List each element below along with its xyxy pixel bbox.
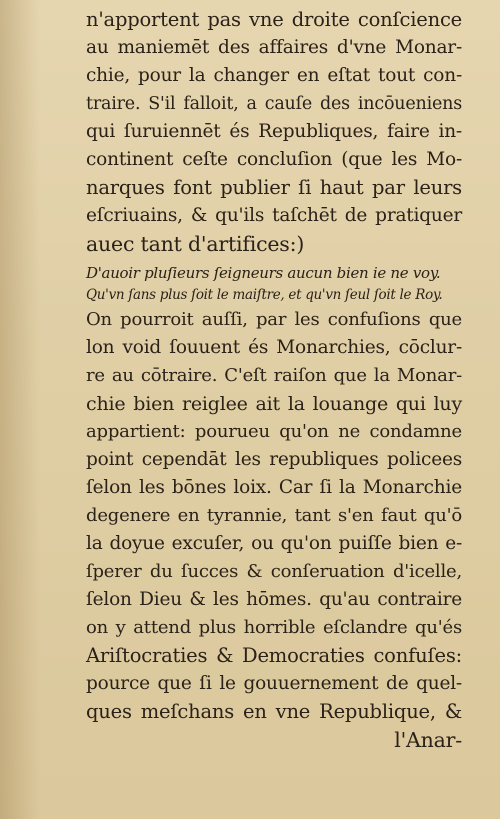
text-line: lon void ſouuent és Monarchies, cōclur-	[86, 337, 462, 358]
text-line: narques font publier ſi haut par leurs	[86, 176, 462, 199]
text-line: ſelon Dieu & les hōmes. qu'au contraire	[86, 589, 462, 610]
text-line: eſcriuains, & qu'ils taſchēt de pratiquer	[86, 205, 462, 226]
text-line: Ariſtocraties & Democraties confuſes:	[86, 644, 462, 667]
text-line: degenere en tyrannie, tant s'en faut qu'ō	[86, 505, 462, 526]
text-line: ſperer du ſucces & conſeruation d'icelle,	[86, 561, 462, 582]
text-line: traire. S'il falloit, a cauſe des incōueniens	[86, 94, 462, 114]
text-line: chie bien reiglee ait la louange qui luy	[86, 393, 462, 415]
verse-line: D'auoir pluſieurs ſeigneurs aucun bien ie ne voy.	[86, 264, 441, 282]
catchword: l'Anar-	[394, 728, 462, 752]
text-line: On pourroit auſſi, par les confuſions que	[86, 309, 462, 330]
text-line: appartient: pourueu qu'on ne condamne	[86, 421, 462, 442]
text-line: chie, pour la changer en eſtat tout con-	[86, 65, 462, 86]
text-line: la doyue excuſer, ou qu'on puiſſe bien e-	[86, 533, 462, 554]
text-line: pource que ſi le gouuernement de quel-	[86, 673, 462, 694]
text-line: auec tant d'artifices:)	[86, 232, 305, 256]
text-line: ques meſchans en vne Republique, &	[86, 700, 462, 723]
verse-line: Qu'vn ſans plus ſoit le maiſtre, et qu'vn ſeul ſoit le Roy.	[86, 287, 443, 303]
text-line: n'apportent pas vne droite conſcience	[86, 8, 462, 31]
text-line: continent ceſte concluſion (que les Mo-	[86, 149, 462, 170]
text-line: ſelon les bōnes loix. Car ſi la Monarchie	[86, 477, 462, 498]
text-line: au maniemēt des affaires d'vne Monar-	[86, 37, 462, 58]
text-line: qui ſuruiennēt és Republiques, faire in-	[86, 121, 462, 142]
text-line: re au cōtraire. C'eſt raiſon que la Monar-	[86, 365, 462, 386]
text-line: on y attend plus horrible eſclandre qu'és	[86, 617, 462, 638]
text-line: point cependāt les republiques policees	[86, 449, 462, 470]
page-text	[86, 6, 462, 754]
